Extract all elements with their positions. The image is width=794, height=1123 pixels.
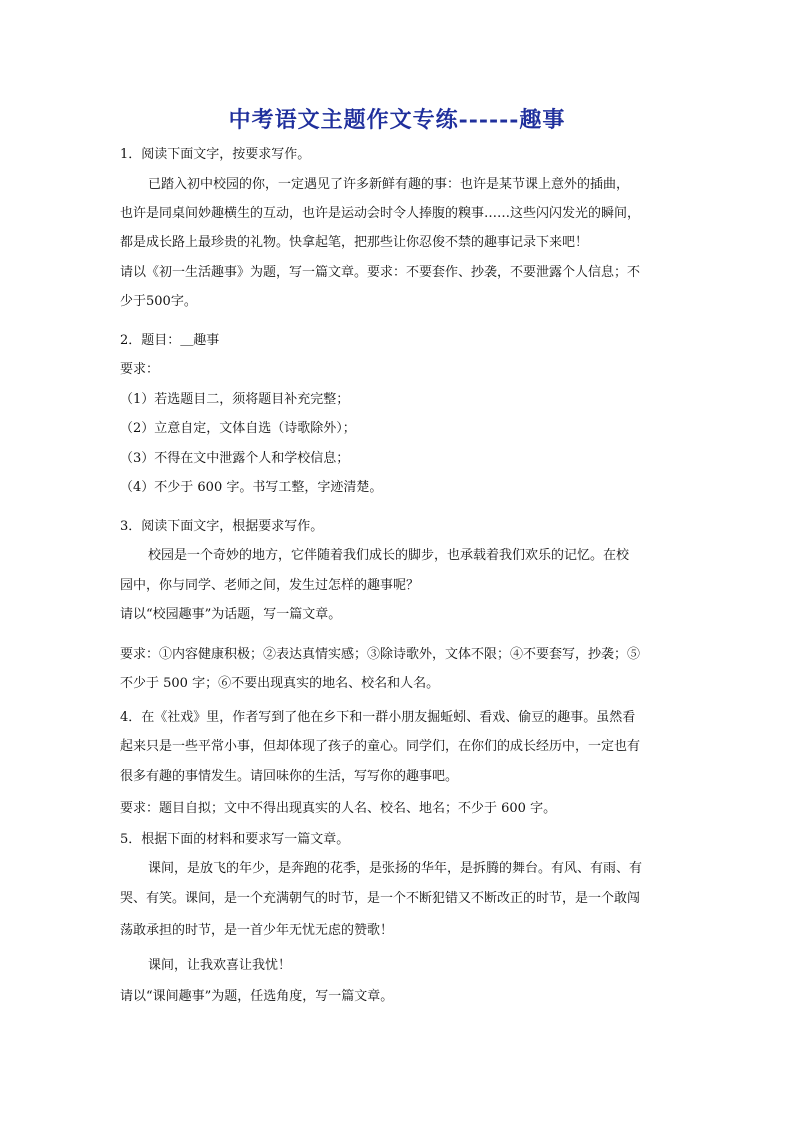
question-3-prompt-line: 请以“校园趣事”为话题，写一篇文章。 xyxy=(120,607,342,622)
question-5-prompt-line: 请以“课间趣事”为题，任选角度，写一篇文章。 xyxy=(120,989,394,1004)
question-2-requirement-item: （1）若选题目二，须将题目补充完整； xyxy=(120,392,350,407)
question-5-text-line: 哭、有笑。课间，是一个充满朝气的时节，是一个不断犯错又不断改正的时节，是一个敢闯 xyxy=(120,891,641,906)
question-5-text-line: 课间，让我欢喜让我忧！ xyxy=(148,958,292,973)
question-4-requirement-line: 要求：题目自拟；文中不得出现真实的人名、校名、地名；不少于 600 字。 xyxy=(120,801,557,816)
question-1-text-line: 都是成长路上最珍贵的礼物。快拿起笔，把那些让你忍俊不禁的趣事记录下来吧！ xyxy=(120,235,589,250)
question-2-requirements-label: 要求： xyxy=(120,362,160,377)
question-4-text-line: 很多有趣的事情发生。请回味你的生活，写写你的趣事吧。 xyxy=(120,769,459,784)
question-3-heading: 3．阅读下面文字，根据要求写作。 xyxy=(120,519,324,534)
page-title: 中考语文主题作文专练------趣事 xyxy=(228,107,566,133)
question-1-heading: 1．阅读下面文字，按要求写作。 xyxy=(120,147,311,162)
question-2-requirement-item: （4）不少于 600 字。书写工整，字迹清楚。 xyxy=(120,480,383,495)
question-5-text-line: 荡敢承担的时节，是一首少年无忧无虑的赞歌！ xyxy=(120,923,394,938)
question-2-heading: 2．题目：＿趣事 xyxy=(120,333,220,348)
question-3-requirement-line: 不少于 500 字；⑥不要出现真实的地名、校名和人名。 xyxy=(120,676,440,691)
question-1-requirement-line: 请以《初一生活趣事》为题，写一篇文章。要求：不要套作、抄袭，不要泄露个人信息；不 xyxy=(120,265,641,280)
question-2-requirement-item: （3）不得在文中泄露个人和学校信息； xyxy=(120,451,350,466)
question-5-heading: 5．根据下面的材料和要求写一篇文章。 xyxy=(120,832,350,847)
question-4-text-line: 4．在《社戏》里，作者写到了他在乡下和一群小朋友掘蚯蚓、看戏、偷豆的趣事。虽然看 xyxy=(120,710,636,725)
question-2-requirement-item: （2）立意自定，文体自选（诗歌除外）； xyxy=(120,421,356,436)
question-1-text-line: 已踏入初中校园的你，一定遇见了许多新鲜有趣的事：也许是某节课上意外的插曲， xyxy=(148,177,630,192)
question-5-text-line: 课间，是放飞的年少，是奔跑的花季，是张扬的华年，是拆腾的舞台。有风、有雨、有 xyxy=(148,861,643,876)
question-1-requirement-line: 少于500字。 xyxy=(120,294,197,309)
question-1-text-line: 也许是同桌间妙趣横生的互动，也许是运动会时令人捧腹的糗事……这些闪闪发光的瞬间， xyxy=(120,206,641,221)
question-4-text-line: 起来只是一些平常小事，但却体现了孩子的童心。同学们，在你们的成长经历中，一定也有 xyxy=(120,739,641,754)
question-3-requirement-line: 要求：①内容健康积极；②表达真情实感；③除诗歌外，文体不限；④不要套写，抄袭；⑤ xyxy=(120,647,641,662)
question-3-text-line: 园中，你与同学、老师之间，发生过怎样的趣事呢？ xyxy=(120,578,420,593)
question-3-text-line: 校园是一个奇妙的地方，它伴随着我们成长的脚步，也承载着我们欢乐的记忆。在校 xyxy=(148,548,630,563)
